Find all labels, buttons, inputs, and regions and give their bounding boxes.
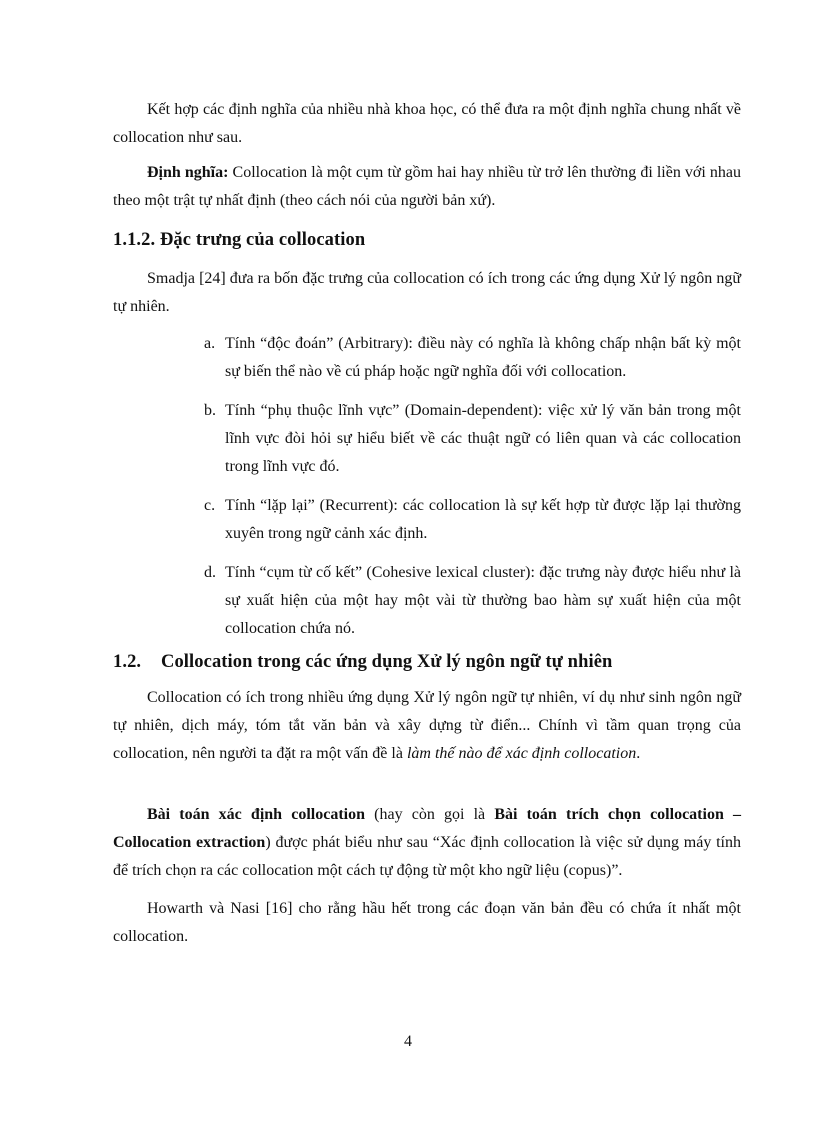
problem-name: Bài toán xác định collocation xyxy=(147,806,365,823)
paragraph-smadja xyxy=(113,265,741,321)
section-heading-1-1-2 xyxy=(113,226,741,254)
list-marker: b. xyxy=(204,402,216,419)
list-item xyxy=(204,330,741,386)
page-number: 4 xyxy=(404,1033,412,1050)
paragraph-definition xyxy=(113,159,741,215)
characteristics-list xyxy=(204,330,741,643)
definition-label: Định nghĩa: xyxy=(147,164,229,181)
paragraph-end: . xyxy=(636,745,641,762)
paragraph-text: (hay còn gọi là xyxy=(365,806,495,823)
paragraph-text: ) được phát biểu như sau “Xác định collocation là việc sử dụng máy tính để trích chọn ra các collocation một cách tự động từ một kho ngữ liệu (copus)”. xyxy=(113,834,742,879)
list-item-text: Tính “cụm từ cố kết” (Cohesive lexical cluster): đặc trưng này được hiểu như là sự xuất hiện của một hay một vài từ thường bao hàm sự xuất hiện của một collocation chứa nó. xyxy=(225,564,741,637)
section-title: Đặc trưng của collocation xyxy=(159,230,366,250)
paragraph-emphasis: làm thế nào để xác định collocation xyxy=(406,745,637,762)
section-heading-1-2 xyxy=(113,648,741,676)
list-marker: c. xyxy=(204,497,216,514)
section-number: 1.2. xyxy=(113,652,142,672)
list-item-text: Tính “độc đoán” (Arbitrary): điều này có nghĩa là không chấp nhận bất kỳ một sự biến thể nào về cú pháp hoặc ngữ nghĩa đối với collocation. xyxy=(225,335,741,380)
list-item xyxy=(204,492,741,548)
list-marker: a. xyxy=(204,335,216,352)
list-item-text: Tính “lặp lại” (Recurrent): các collocation là sự kết hợp từ được lặp lại thường xuyên trong ngữ cảnh xác định. xyxy=(225,497,741,542)
paragraph-text: Howarth và Nasi [16] cho rằng hầu hết trong các đoạn văn bản đều có chứa ít nhất một collocation. xyxy=(113,900,741,945)
paragraph-text: Smadja [24] đưa ra bốn đặc trưng của collocation có ích trong các ứng dụng Xử lý ngôn ngữ tự nhiên. xyxy=(113,270,741,315)
problem-alt-name: Bài toán trích chọn collocation – Collocation extraction xyxy=(113,806,742,851)
list-item xyxy=(204,397,741,481)
paragraph-applications xyxy=(113,684,741,768)
list-item-text: Tính “phụ thuộc lĩnh vực” (Domain-dependent): việc xử lý văn bản trong một lĩnh vực đòi hỏi sự hiểu biết về các thuật ngữ có liên quan và các collocation trong lĩnh vực đó. xyxy=(225,402,741,475)
list-marker: d. xyxy=(204,564,216,581)
section-number: 1.1.2. xyxy=(113,230,156,250)
paragraph-definition-intro xyxy=(113,96,741,152)
definition-text: Collocation là một cụm từ gồm hai hay nhiều từ trở lên thường đi liền với nhau theo một trật tự nhất định (theo cách nói của người bản xứ). xyxy=(113,164,741,209)
paragraph-howarth xyxy=(113,895,741,951)
list-item xyxy=(204,559,741,643)
paragraph-problem-statement xyxy=(113,801,741,885)
paragraph-text: Kết hợp các định nghĩa của nhiều nhà khoa học, có thể đưa ra một định nghĩa chung nhất về collocation như sau. xyxy=(113,101,741,146)
section-title: Collocation trong các ứng dụng Xử lý ngôn ngữ tự nhiên xyxy=(161,652,613,672)
paragraph-text: Collocation có ích trong nhiều ứng dụng Xử lý ngôn ngữ tự nhiên, ví dụ như sinh ngôn ngữ tự nhiên, dịch máy, tóm tắt văn bản và xây dựng từ điển... Chính vì tầm quan trọng của collocation, nên người ta đặt ra một vấn đề là xyxy=(113,689,741,762)
